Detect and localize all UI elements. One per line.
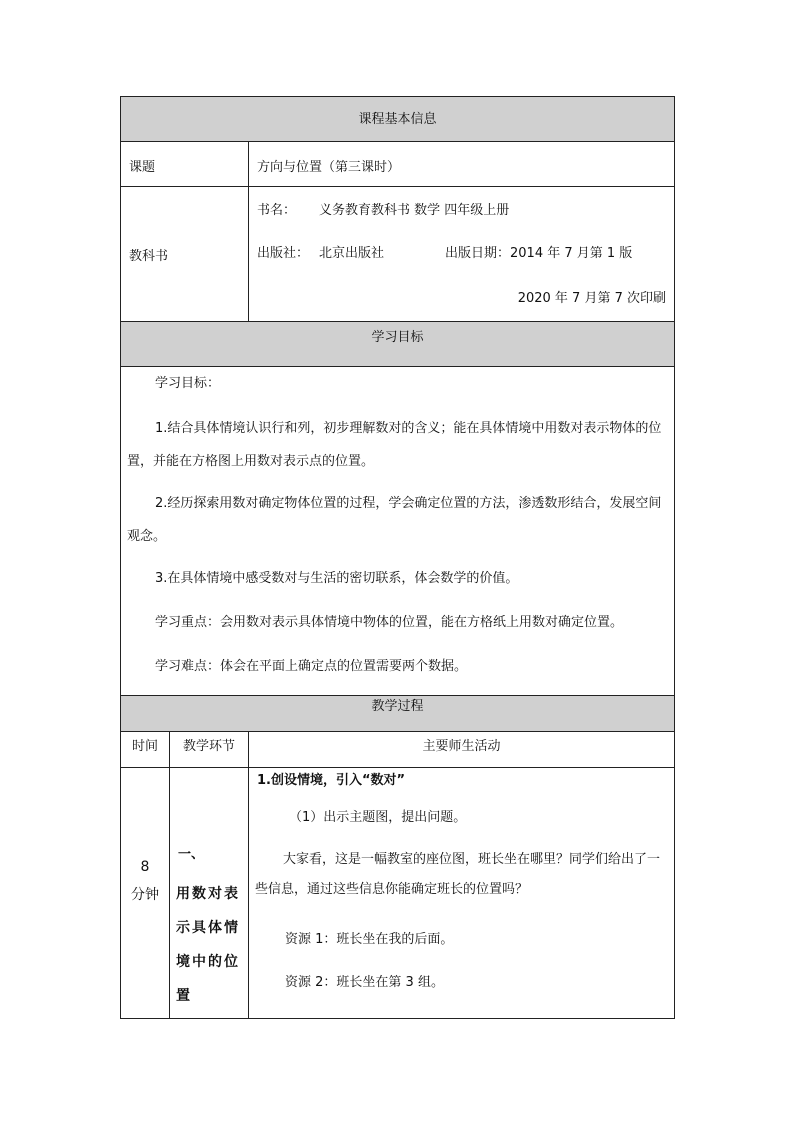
resource-1: 资源 1：班长坐在我的后面。 [285, 932, 454, 947]
activity-text: 大家看，这是一幅教室的座位图，班长坐在哪里？同学们给出了一些信息，通过这些信息你能确定班长的位置吗？ [255, 852, 661, 897]
publication-date: 出版日期：2014 年 7 月第 1 版 [445, 246, 633, 261]
topic-value: 方向与位置（第三课时） [257, 160, 401, 175]
textbook-row [121, 187, 674, 322]
time-unit: 分钟 [131, 887, 159, 903]
goal-3: 3.在具体情境中感受数对与生活的密切联系，体会数学的价值。 [155, 571, 519, 586]
col-activity-header: 主要师生活动 [422, 739, 501, 754]
difficulty-point: 学习难点：体会在平面上确定点的位置需要两个数据。 [155, 659, 468, 674]
goals-intro: 学习目标： [155, 376, 221, 391]
topic-label: 课题 [129, 160, 156, 175]
col-time-header: 时间 [131, 739, 158, 754]
activity-heading: 1.创设情境，引入“数对” [257, 773, 406, 788]
process-title: 教学过程 [371, 699, 424, 714]
resource-2: 资源 2：班长坐在第 3 组。 [285, 975, 444, 990]
goals-header [121, 322, 674, 367]
print-date: 2020 年 7 月第 7 次印刷 [517, 291, 666, 306]
textbook-label-cell [121, 187, 249, 321]
goals-body [121, 367, 674, 696]
book-name-value: 义务教育教科书 数学 四年级上册 [319, 203, 510, 218]
topic-value-cell [249, 142, 674, 186]
col-stage-header: 教学环节 [182, 739, 235, 754]
lesson-plan-table [120, 96, 675, 1019]
topic-row [121, 142, 674, 187]
basic-info-header [121, 97, 674, 142]
col-time-cell [121, 732, 170, 767]
stage-number: 一、 [178, 847, 205, 862]
basic-info-title: 课程基本信息 [358, 111, 437, 127]
process-column-headers [121, 732, 674, 768]
stage-cell [170, 768, 249, 1018]
stage-name: 用数对表示具体情境中的位置 [176, 886, 240, 1004]
textbook-value-cell [249, 187, 674, 321]
process-header [121, 696, 674, 732]
publisher-value: 北京出版社 [319, 246, 385, 261]
time-cell [121, 768, 170, 1018]
goals-title: 学习目标 [371, 330, 424, 345]
activity-step: （1）出示主题图，提出问题。 [289, 810, 467, 825]
time-value: 8 [140, 859, 150, 875]
publisher-label: 出版社： [257, 246, 310, 261]
key-point: 学习重点：会用数对表示具体情境中物体的位置，能在方格纸上用数对确定位置。 [155, 615, 624, 630]
activity-cell [249, 768, 674, 1018]
goal-2: 2.经历探索用数对确定物体位置的过程，学会确定位置的方法，渗透数形结合，发展空间观念。 [127, 496, 662, 544]
book-name-label: 书名： [257, 203, 297, 218]
process-row [121, 768, 674, 1018]
goal-1: 1.结合具体情境认识行和列，初步理解数对的含义；能在具体情境中用数对表示物体的位置，并能在方格图上用数对表示点的位置。 [127, 421, 662, 469]
textbook-label: 教科书 [129, 249, 169, 264]
col-activity-cell [249, 732, 674, 767]
topic-label-cell [121, 142, 249, 186]
col-stage-cell [170, 732, 249, 767]
